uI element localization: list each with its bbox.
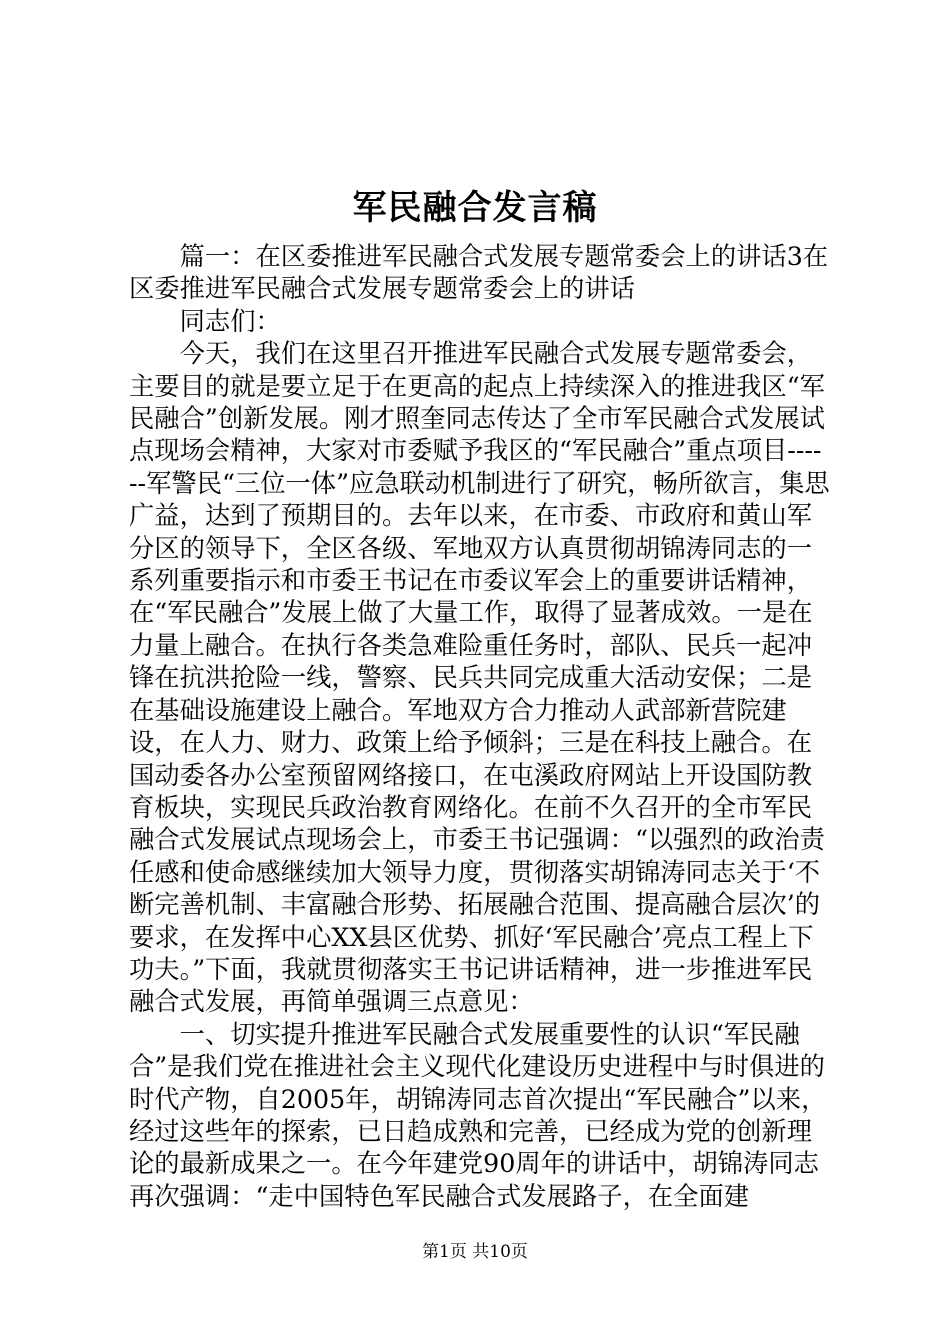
page-footer: 第1页 共10页: [422, 1242, 528, 1262]
paragraph-salutation: 同志们：: [179, 306, 281, 336]
paragraph-section-one: 一、切实提升推进军民融合式发展重要性的认识“军民融合”是我们党在推进社会主义现代化建设历史进程中与时俱进的时代产物，自2005年，胡锦涛同志首次提出“军民融合”以来，经过这些年的探索，已日趋成熟和完善，已经成为党的创新理论的最新成果之一。在今年建党90周年的讲话中，胡锦涛同志再次强调：“走中国特色军民融合式发展路子，在全面建: [129, 1019, 827, 1211]
document-title: 军民融合发言稿: [352, 188, 598, 228]
paragraph-intro: 今天，我们在这里召开推进军民融合式发展专题常委会，主要目的就是要立足于在更高的起点上持续深入的推进我区“军民融合”创新发展。刚才照奎同志传达了全市军民融合式发展试点现场会精神，大家对市委赋予我区的“军民融合”重点项目------军警民“三位一体”应急联动机制进行了研究，畅所欲言，集思广益，达到了预期目的。去年以来，在市委、市政府和黄山军分区的领导下，全区各级、军地双方认真贯彻胡锦涛同志的一系列重要指示和市委王书记在市委议军会上的重要讲话精神，在“军民融合”发展上做了大量工作，取得了显著成效。一是在力量上融合。在执行各类急难险重任务时，部队、民兵一起冲锋在抗洪抢险一线，警察、民兵共同完成重大活动安保；二是在基础设施建设上融合。军地双方合力推动人武部新营院建设，在人力、财力、政策上给予倾斜；三是在科技上融合。在国动委各办公室预留网络接口，在屯溪政府网站上开设国防教育板块，实现民兵政治教育网络化。在前不久召开的全市军民融合式发展试点现场会上，市委王书记强调：“以强烈的政治责任感和使命感继续加大领导力度，贯彻落实胡锦涛同志关于‘不断完善机制、丰富融合形势、拓展融合范围、提高融合层次’的要求，在发挥中心XX县区优势、抓好‘军民融合’亮点工程上下功夫。”下面，我就贯彻落实王书记讲话精神，进一步推进军民融合式发展，再简单强调三点意见：: [129, 339, 830, 1017]
document-body: [129, 241, 830, 1213]
paragraph-heading: 篇一：在区委推进军民融合式发展专题常委会上的讲话3在区委推进军民融合式发展专题常委会上的讲话: [129, 242, 829, 304]
